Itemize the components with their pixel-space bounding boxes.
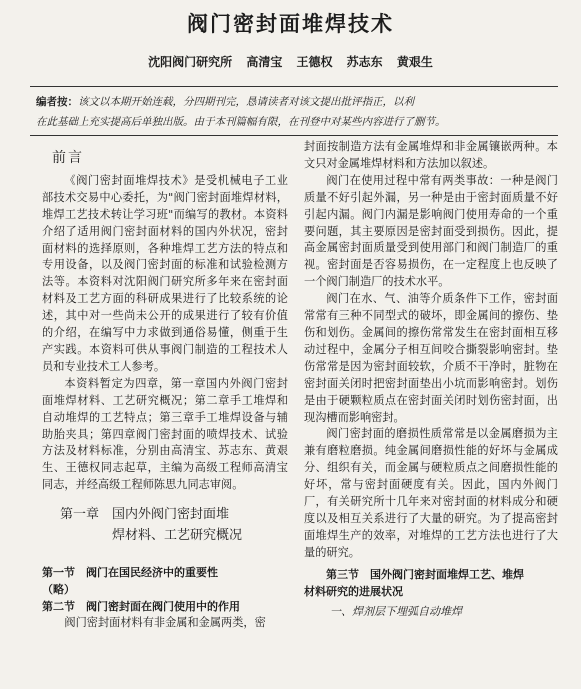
editor-note: [36, 92, 554, 132]
article-title: 阀门密封面堆焊技术: [187, 12, 394, 36]
right-column: [304, 139, 558, 621]
section-3-heading-line1: 第三节 国外阀门密封面堆焊工艺、堆焊: [326, 567, 524, 581]
editor-note-line2: 在此基础上充实提高后单独出版。由于本刊篇幅有限，在刊登中对某些内容进行了删节。: [36, 116, 446, 128]
section-2-text: 阀门密封面材料有非金属和金属两类，密: [64, 616, 266, 630]
editor-note-line1: 该文以本期开始连载，分四期刊完，恳请读者对该文提出批评指正，以利: [78, 96, 414, 108]
bottom-rule: [30, 135, 558, 136]
right-paragraph-4: 阀门密封面的磨损性质常常是以金属磨损为主兼有磨粒磨损。纯金属间磨损性能的好坏与金属成分、组织有关，而金属与硬粒质点之间磨损性能的好坏，常与密封面硬度有关。因此，国内外阀门厂，有关研究所十几年来对密封面的材料成分和硬度以及相互关系进行了大量的研究。为了提高密封面堆焊生产的效率，对堆焊的工艺方法也进行了大量的研究。: [304, 427, 558, 559]
chapter-heading: [42, 504, 288, 546]
section-3-heading-line2: 材料研究的进展状况: [304, 584, 403, 598]
editor-note-label: 编者按：: [36, 96, 78, 108]
preface-heading: 前言: [52, 150, 84, 166]
preface-paragraph-1: 《阀门密封面堆焊技术》是受机械电子工业部技术交易中心委托，为"阀门密封面堆焊材料，堆焊工艺技术转让学习班"而编写的教材。本资料介绍了适用阀门密封面材料的国内外状况，密封面材料的选择原则，各种堆焊工艺方法的特点和专用设备，以及阀门密封面的标准和试验检测方法等。本资料对沈阳阀门研究所多年来在密封面材料及工艺方面的科研成果进行了比较系统的论述，其中对一些尚未公开的成果进行了较有价值的介绍，在编写中力求做到通俗易懂，侧重于生产实践。本资料可供从事阀门制造的工程技术人员和专业技术工人参考。: [42, 173, 288, 373]
preface-paragraph-2: 本资料暂定为四章，第一章国内外阀门密封面堆焊材料、工艺研究概况；第二章手工堆焊和自动堆焊的工艺特点；第三章手工堆焊设备与辅助胎夹具；第四章阀门密封面的喷焊技术、试验方法及材料标准，分别由高清宝、苏志东、黄艰生、王德权同志起草，主编为高级工程师高清宝同志，并经高级工程师陈思九同志审阅。: [42, 376, 288, 492]
right-paragraph-3: 阀门在水、气、油等介质条件下工作，密封面常常有三种不同型式的破坏，即金属间的擦伤、垫伤和划伤。金属间的擦伤常常发生在密封面相互移动过程中，金属分子相互间咬合撕裂影响密封。垫伤常常是因为密封面较软，介质不干净时，脏物在密封面关闭时把密封面垫出小坑而影响密封。划伤是由于硬颗粒质点在密封面关闭时划伤密封面，出现沟槽而影响密封。: [304, 292, 558, 424]
article-authors: 沈阳阀门研究所 高清宝 王德权 苏志东 黄艰生: [148, 55, 433, 69]
left-column: [42, 140, 288, 632]
chapter-heading-line2: 焊材料、工艺研究概况: [112, 528, 243, 544]
right-paragraph-2: 阀门在使用过程中常有两类事故：一种是阀门质量不好引起外漏，另一种是由于密封面质量不好引起内漏。阀门内漏是影响阀门使用寿命的一个重要问题，其主要原因是密封面受到损伤。因此，提高金属密封面质量受到使用部门和阀门制造厂的重视。密封面是否容易损伤，在一定程度上也反映了一个阀门制造厂的技术水平。: [304, 173, 558, 289]
section-2-heading: 第二节 阀门密封面在阀门使用中的作用: [42, 600, 240, 614]
subsection-heading: 一、焊剂层下埋弧自动堆焊: [330, 604, 462, 618]
top-rule: [30, 86, 558, 87]
section-1-heading: 第一节 阀门在国民经济中的重要性: [42, 566, 218, 580]
chapter-heading-line1: 第一章 国内外阀门密封面堆: [60, 507, 230, 523]
right-paragraph-1: 封面按制造方法有金属堆焊和非金属镶嵌两种。本文只对金属堆焊材料和方法加以叙述。: [304, 140, 558, 170]
section-1-note: （略）: [42, 583, 75, 597]
